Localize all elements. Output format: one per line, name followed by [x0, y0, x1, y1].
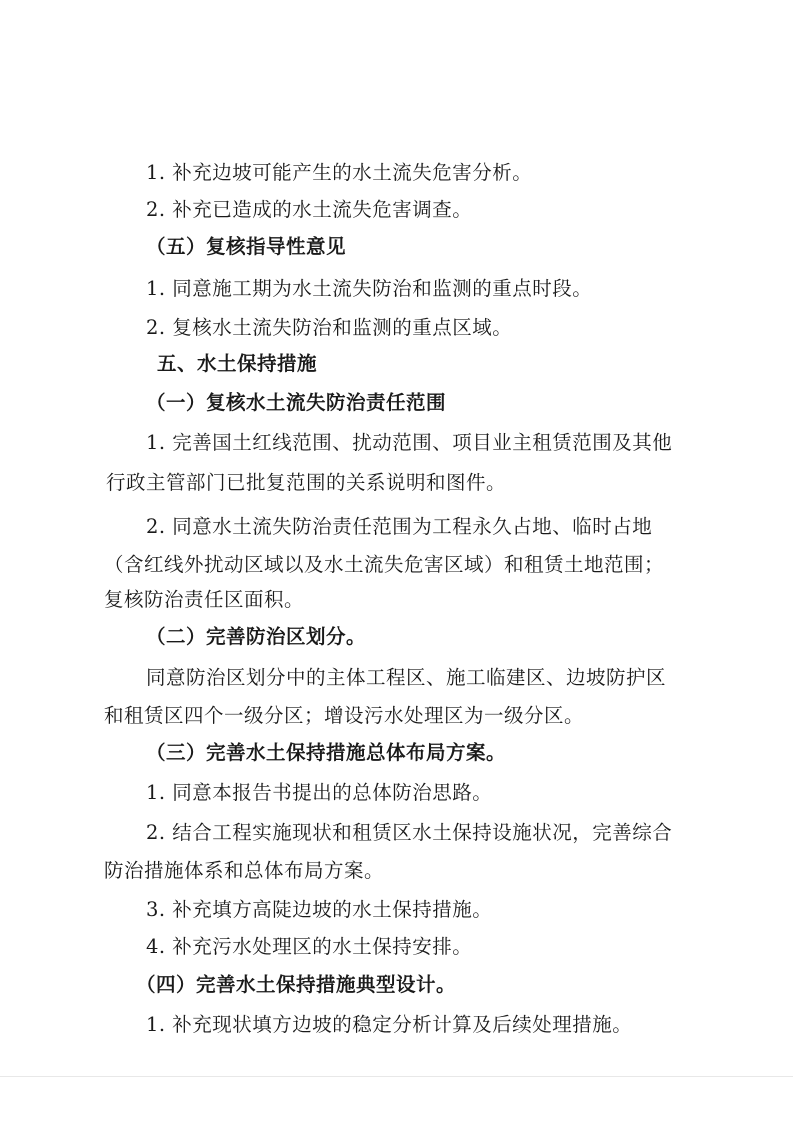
paragraph-responsibility-3: 复核防治责任区面积。: [104, 587, 305, 611]
paragraph-redline-scope-1: 1. 完善国土红线范围、扰动范围、项目业主租赁范围及其他: [146, 430, 673, 454]
paragraph-comprehensive-1: 2. 结合工程实施现状和租赁区水土保持设施状况，完善综合: [146, 820, 673, 844]
heading-responsibility-scope: （一）复核水土流失防治责任范围: [146, 390, 447, 414]
item-sewage-area: 4. 补充污水处理区的水土保持安排。: [146, 934, 473, 958]
paragraph-redline-scope-2: 行政主管部门已批复范围的关系说明和图件。: [106, 470, 507, 494]
item-fill-slope-measures: 3. 补充填方高陡边坡的水土保持措施。: [146, 897, 493, 921]
item-slope-hazard-analysis: 1. 补充边坡可能产生的水土流失危害分析。: [146, 160, 533, 184]
paragraph-responsibility-1: 2. 同意水土流失防治责任范围为工程永久占地、临时占地: [146, 514, 653, 538]
section-heading-soil-conservation: 五、水土保持措施: [157, 351, 318, 375]
paragraph-responsibility-2: （含红线外扰动区域以及水土流失危害区域）和租赁土地范围；: [104, 552, 665, 576]
paragraph-zone-division-1: 同意防治区划分中的主体工程区、施工临建区、边坡防护区: [146, 665, 667, 689]
item-key-period: 1. 同意施工期为水土流失防治和监测的重点时段。: [146, 276, 593, 300]
item-key-area: 2. 复核水土流失防治和监测的重点区域。: [146, 315, 513, 339]
heading-review-guidance: （五）复核指导性意见: [146, 234, 347, 258]
page-edge-divider: [0, 1076, 793, 1077]
paragraph-zone-division-2: 和租赁区四个一级分区；增设污水处理区为一级分区。: [104, 703, 585, 727]
heading-typical-design: （四）完善水土保持措施典型设计。: [136, 972, 457, 996]
heading-zone-division: （二）完善防治区划分。: [146, 624, 367, 648]
item-slope-stability: 1. 补充现状填方边坡的稳定分析计算及后续处理措施。: [146, 1012, 633, 1036]
item-hazard-survey: 2. 补充已造成的水土流失危害调查。: [146, 197, 473, 221]
paragraph-comprehensive-2: 防治措施体系和总体布局方案。: [104, 858, 385, 882]
heading-overall-layout: （三）完善水土保持措施总体布局方案。: [146, 740, 507, 764]
item-overall-approach: 1. 同意本报告书提出的总体防治思路。: [146, 780, 493, 804]
